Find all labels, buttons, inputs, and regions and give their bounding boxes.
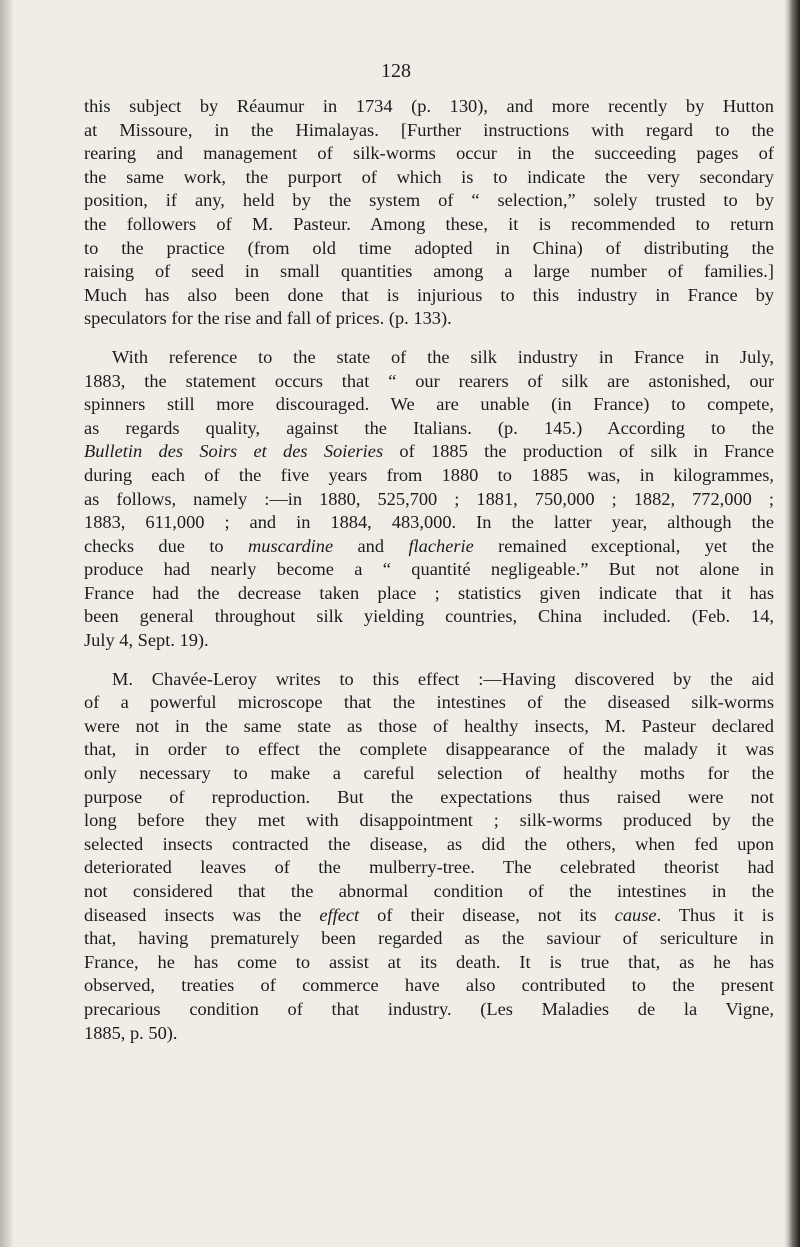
text-line: 1883, the statement occurs that “ our rearers of silk are astonished, our xyxy=(84,370,774,391)
text-line: to the practice (from old time adopted in China) of distributing the xyxy=(84,237,774,258)
text-line: With reference to the state of the silk industry in France in July, xyxy=(112,346,774,367)
italic-term: muscardine xyxy=(248,535,334,556)
text-line: checks due to muscardine and flacherie remained exceptional, yet the xyxy=(84,535,774,556)
text-line: rearing and management of silk-worms occur in the succeeding pages of xyxy=(84,143,774,164)
text-line: this subject by Réaumur in 1734 (p. 130), and more recently by Hutton xyxy=(84,96,774,116)
text-line: observed, treaties of commerce have also contributed to the present xyxy=(84,975,774,996)
text-line: 1883, 611,000 ; and in 1884, 483,000. In the latter year, although the xyxy=(84,512,774,533)
italic-title: Bulletin des Soirs et des Soieries xyxy=(84,441,384,462)
italic-term: cause xyxy=(614,904,657,925)
page-gutter-shadow xyxy=(0,0,14,1247)
paragraph-3 xyxy=(84,668,774,1046)
text-line: only necessary to make a careful selection of healthy moths for the xyxy=(84,763,774,784)
text-line: were not in the same state as those of healthy insects, M. Pasteur declared xyxy=(84,715,774,736)
text-line: as regards quality, against the Italians. (p. 145.) According to the xyxy=(84,417,774,438)
text-line: diseased insects was the effect of their disease, not its cause. Thus it is xyxy=(84,904,774,925)
italic-term: flacherie xyxy=(408,535,474,556)
text-line: long before they met with disappointment ; silk-worms produced by the xyxy=(84,810,774,831)
text-line: during each of the five years from 1880 to 1885 was, in kilogrammes, xyxy=(84,464,774,485)
text-line: that, in order to effect the complete disappearance of the malady it was xyxy=(84,739,774,760)
text-line: position, if any, held by the system of “ selection,” solely trusted to by xyxy=(84,190,774,211)
text-line: that, having prematurely been regarded as the saviour of sericulture in xyxy=(84,928,774,949)
text-line: selected insects contracted the disease, as did the others, when fed upon xyxy=(84,833,774,854)
text-line: speculators for the rise and fall of prices. (p. 133). xyxy=(84,308,452,329)
text-line: of a powerful microscope that the intestines of the diseased silk-worms xyxy=(84,692,774,713)
text-line: France, he has come to assist at its death. It is true that, as he has xyxy=(84,951,774,972)
text-line: not considered that the abnormal condition of the intestines in the xyxy=(84,881,774,901)
body-text xyxy=(84,95,774,1060)
text-line: deteriorated leaves of the mulberry-tree. The celebrated theorist had xyxy=(84,857,774,878)
page-number: 128 xyxy=(381,60,411,82)
text-line: France had the decrease taken place ; statistics given indicate that it has xyxy=(84,582,774,603)
paragraph-1 xyxy=(84,95,774,331)
text-line: as follows, namely :—in 1880, 525,700 ; 1881, 750,000 ; 1882, 772,000 ; xyxy=(84,488,774,509)
text-line: Much has also been done that is injurious to this industry in France by xyxy=(84,284,774,305)
text-line: purpose of reproduction. But the expectations thus raised were not xyxy=(84,786,774,807)
text-line: at Missoure, in the Himalayas. [Further instructions with regard to the xyxy=(84,119,774,140)
text-line: the followers of M. Pasteur. Among these, it is recommended to return xyxy=(84,213,774,234)
text-line: Bulletin des Soirs et des Soieries of 1885 the production of silk in France xyxy=(84,441,775,462)
text-line: spinners still more discouraged. We are unable (in France) to compete, xyxy=(84,394,774,415)
text-line: been general throughout silk yielding countries, China included. (Feb. 14, xyxy=(84,606,774,627)
text-line: M. Chavée-Leroy writes to this effect :—Having discovered by the aid xyxy=(112,668,774,689)
paragraph-2 xyxy=(84,346,774,653)
page-edge-shadow xyxy=(784,0,800,1247)
text-line: produce had nearly become a “ quantité negligeable.” But not alone in xyxy=(84,559,774,580)
text-line: 1885, p. 50). xyxy=(84,1022,178,1043)
italic-term: effect xyxy=(319,904,360,925)
text-line: July 4, Sept. 19). xyxy=(84,630,209,651)
text-line: precarious condition of that industry. (Les Maladies de la Vigne, xyxy=(84,998,774,1019)
text-line: the same work, the purport of which is to indicate the very secondary xyxy=(84,166,774,187)
text-line: raising of seed in small quantities among a large number of families.] xyxy=(84,261,774,282)
